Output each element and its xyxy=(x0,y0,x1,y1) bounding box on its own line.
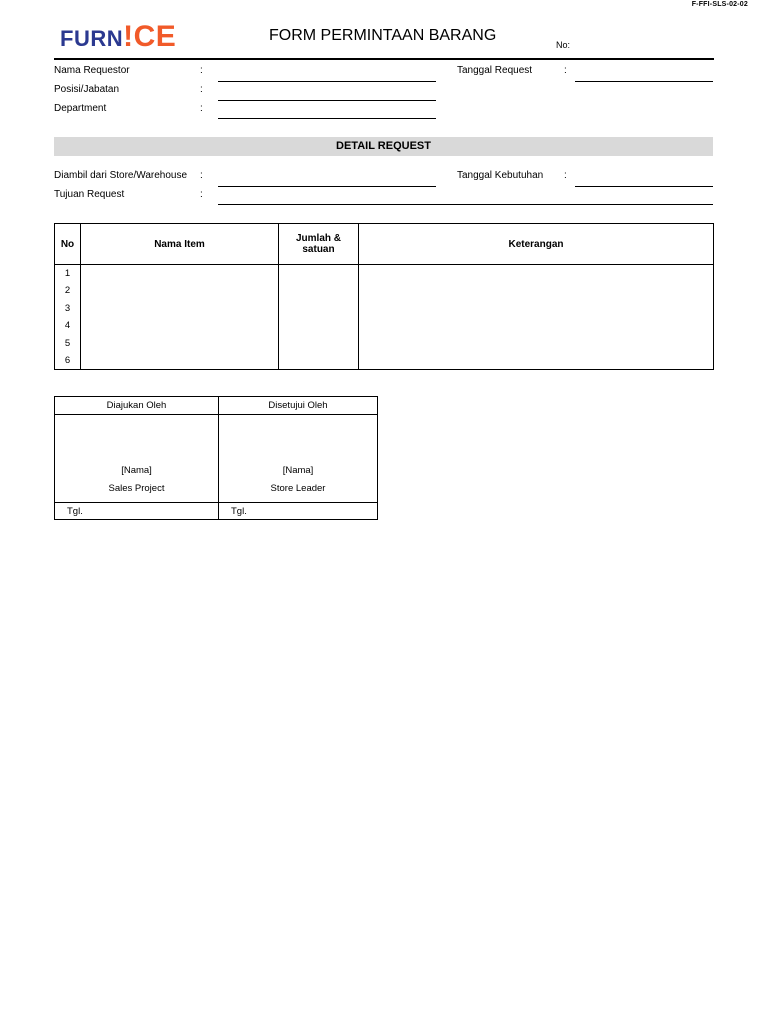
table-row xyxy=(55,317,714,335)
disetujui-name: [Nama] xyxy=(282,465,314,476)
jumlah-satuan-cell[interactable] xyxy=(279,317,359,335)
nama-item-cell[interactable] xyxy=(81,317,279,335)
diajukan-name: [Nama] xyxy=(121,465,152,476)
nama-item-cell[interactable] xyxy=(81,352,279,370)
items-table-header xyxy=(55,224,714,265)
diajukan-signature-box[interactable] xyxy=(55,415,219,503)
disetujui-signature-box[interactable] xyxy=(219,415,378,503)
nama-item-cell[interactable] xyxy=(81,300,279,318)
tanggal-kebutuhan-label: Tanggal Kebutuhan xyxy=(457,170,544,181)
colon: : xyxy=(564,65,567,76)
row-number: 2 xyxy=(55,282,81,300)
table-row xyxy=(55,352,714,370)
col-header-jumlah-satuan: Jumlah & satuan xyxy=(279,224,359,265)
tanggal-kebutuhan-field[interactable] xyxy=(575,186,713,187)
col-header-keterangan: Keterangan xyxy=(359,224,714,265)
table-row xyxy=(55,300,714,318)
table-row xyxy=(55,282,714,300)
row-number: 3 xyxy=(55,300,81,318)
disetujui-oleh-header: Disetujui Oleh xyxy=(219,397,378,415)
items-table xyxy=(54,223,714,370)
disetujui-tgl[interactable]: Tgl. xyxy=(219,503,378,520)
diambil-dari-label: Diambil dari Store/Warehouse xyxy=(54,170,188,181)
row-number: 4 xyxy=(55,317,81,335)
colon: : xyxy=(200,84,203,95)
tujuan-request-label: Tujuan Request xyxy=(54,189,125,200)
diajukan-role: Sales Project xyxy=(108,483,165,494)
detail-request-banner: DETAIL REQUEST xyxy=(54,137,713,156)
signature-table xyxy=(54,396,378,520)
logo-text-part2: !CE xyxy=(123,20,177,53)
row-number: 1 xyxy=(55,265,81,283)
jumlah-satuan-cell[interactable] xyxy=(279,282,359,300)
colon: : xyxy=(564,170,567,181)
tujuan-request-field[interactable] xyxy=(218,204,713,205)
tanggal-request-field[interactable] xyxy=(575,81,713,82)
posisi-jabatan-field[interactable] xyxy=(218,100,436,101)
document-code: F-FFI-SLS-02-02 xyxy=(691,1,748,8)
nama-item-cell[interactable] xyxy=(81,265,279,283)
nama-requestor-label: Nama Requestor xyxy=(54,65,130,76)
header-divider xyxy=(54,58,714,60)
colon: : xyxy=(200,103,203,114)
keterangan-cell[interactable] xyxy=(359,352,714,370)
jumlah-satuan-cell[interactable] xyxy=(279,300,359,318)
colon: : xyxy=(200,189,203,200)
jumlah-satuan-cell[interactable] xyxy=(279,335,359,353)
nama-item-cell[interactable] xyxy=(81,335,279,353)
jumlah-satuan-cell[interactable] xyxy=(279,352,359,370)
col-header-nama-item: Nama Item xyxy=(81,224,279,265)
diambil-dari-field[interactable] xyxy=(218,186,436,187)
form-number-label: No: xyxy=(556,40,571,50)
jumlah-satuan-cell[interactable] xyxy=(279,265,359,283)
table-row xyxy=(55,335,714,353)
col-header-no: No xyxy=(55,224,81,265)
form-title: FORM PERMINTAAN BARANG xyxy=(269,27,497,44)
diajukan-oleh-header: Diajukan Oleh xyxy=(55,397,219,415)
keterangan-cell[interactable] xyxy=(359,282,714,300)
logo-text-part1: FURN xyxy=(60,26,124,51)
furnice-logo xyxy=(60,22,176,54)
diajukan-tgl[interactable]: Tgl. xyxy=(55,503,219,520)
nama-item-cell[interactable] xyxy=(81,282,279,300)
disetujui-role: Store Leader xyxy=(270,483,326,494)
keterangan-cell[interactable] xyxy=(359,265,714,283)
row-number: 5 xyxy=(55,335,81,353)
colon: : xyxy=(200,65,203,76)
department-field[interactable] xyxy=(218,118,436,119)
nama-requestor-field[interactable] xyxy=(218,81,436,82)
keterangan-cell[interactable] xyxy=(359,317,714,335)
table-row xyxy=(55,265,714,283)
row-number: 6 xyxy=(55,352,81,370)
department-label: Department xyxy=(54,103,107,114)
posisi-jabatan-label: Posisi/Jabatan xyxy=(54,84,120,95)
keterangan-cell[interactable] xyxy=(359,335,714,353)
colon: : xyxy=(200,170,203,181)
keterangan-cell[interactable] xyxy=(359,300,714,318)
tanggal-request-label: Tanggal Request xyxy=(457,65,533,76)
